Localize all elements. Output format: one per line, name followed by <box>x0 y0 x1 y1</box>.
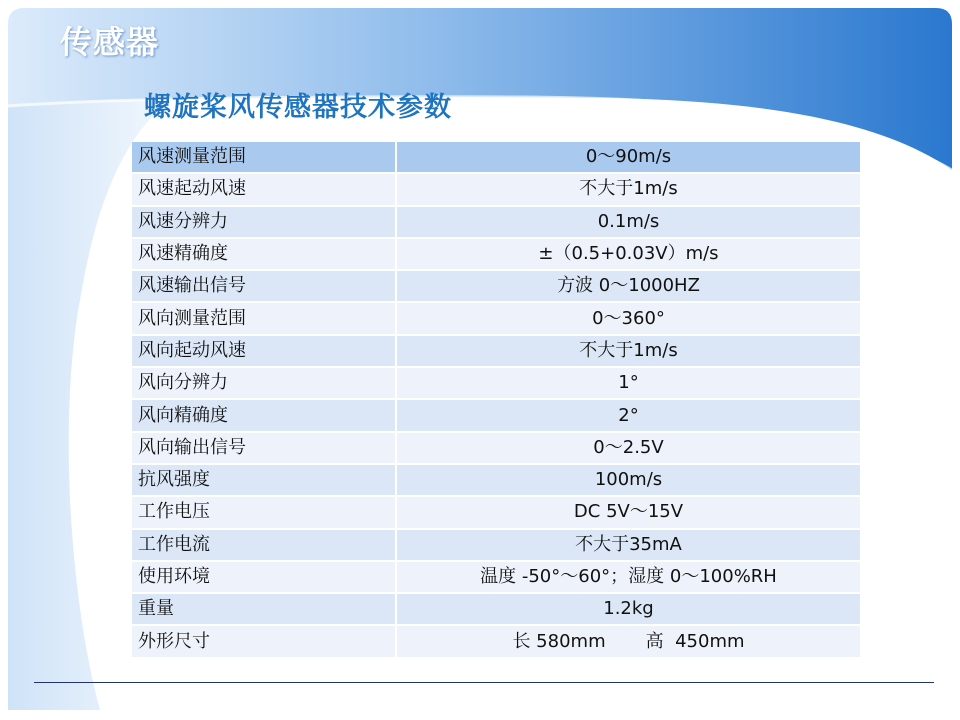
table-row <box>132 529 860 561</box>
param-name: 风速分辨力 <box>132 206 396 238</box>
table-row <box>132 335 860 367</box>
param-name: 工作电流 <box>132 529 396 561</box>
param-value: 方波 0～1000HZ <box>396 270 860 302</box>
param-name: 风速测量范围 <box>132 142 396 173</box>
param-value: 不大于1m/s <box>396 173 860 205</box>
param-value: 不大于1m/s <box>396 335 860 367</box>
param-name: 外形尺寸 <box>132 625 396 657</box>
table-row <box>132 270 860 302</box>
param-value: ±（0.5+0.03V）m/s <box>396 238 860 270</box>
param-name: 风速精确度 <box>132 238 396 270</box>
table-row <box>132 238 860 270</box>
param-name: 风向输出信号 <box>132 432 396 464</box>
table-row <box>132 432 860 464</box>
param-name: 使用环境 <box>132 561 396 593</box>
param-value: 0～2.5V <box>396 432 860 464</box>
param-name: 抗风强度 <box>132 464 396 496</box>
footer-divider <box>34 682 934 683</box>
table-row <box>132 496 860 528</box>
param-value: 0～360° <box>396 302 860 334</box>
table-row <box>132 561 860 593</box>
param-value: 1° <box>396 367 860 399</box>
param-value: 温度 -50°～60°；湿度 0～100%RH <box>396 561 860 593</box>
param-value: 不大于35mA <box>396 529 860 561</box>
param-value: 2° <box>396 399 860 431</box>
table-row <box>132 464 860 496</box>
param-value: 长 580mm 高 450mm <box>396 625 860 657</box>
section-title: 传感器 <box>60 23 160 61</box>
param-value: DC 5V～15V <box>396 496 860 528</box>
param-value: 0～90m/s <box>396 142 860 173</box>
param-name: 重量 <box>132 593 396 625</box>
param-name: 风向分辨力 <box>132 367 396 399</box>
table-row <box>132 367 860 399</box>
param-name: 风速起动风速 <box>132 173 396 205</box>
spec-table <box>132 142 860 659</box>
param-value: 0.1m/s <box>396 206 860 238</box>
table-row <box>132 206 860 238</box>
param-name: 风向精确度 <box>132 399 396 431</box>
param-value: 1.2kg <box>396 593 860 625</box>
table-row <box>132 399 860 431</box>
param-name: 工作电压 <box>132 496 396 528</box>
table-row <box>132 173 860 205</box>
page-title: 螺旋桨风传感器技术参数 <box>144 92 452 123</box>
table-row <box>132 593 860 625</box>
table-row <box>132 302 860 334</box>
param-name: 风速输出信号 <box>132 270 396 302</box>
param-name: 风向起动风速 <box>132 335 396 367</box>
table-row <box>132 625 860 657</box>
table-row <box>132 142 860 173</box>
param-value: 100m/s <box>396 464 860 496</box>
param-name: 风向测量范围 <box>132 302 396 334</box>
